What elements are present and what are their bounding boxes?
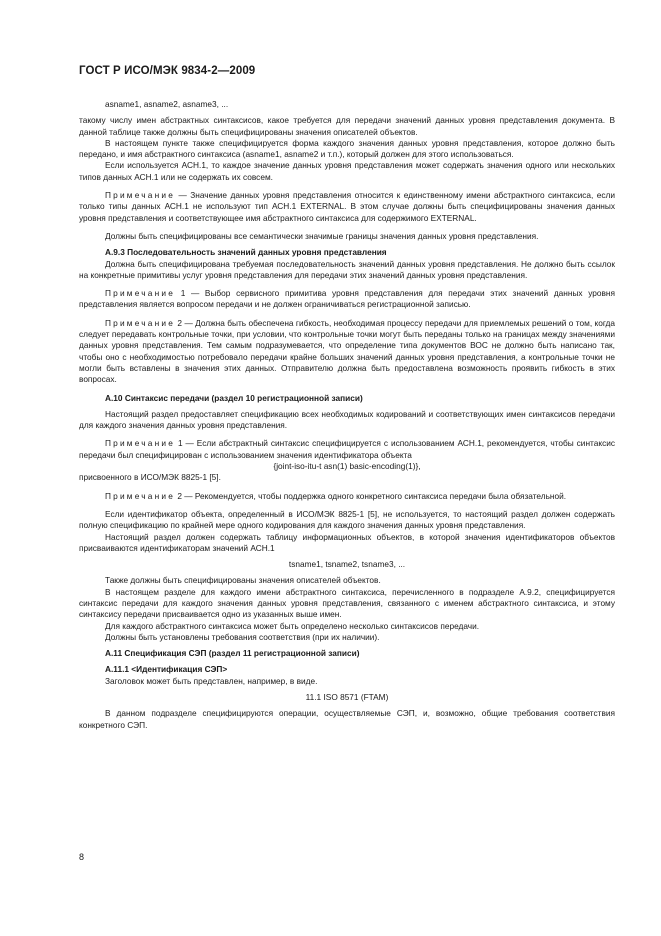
- paragraph: Должны быть установлены требования соответствия (при их наличии).: [105, 631, 380, 642]
- note-label: Примечание: [105, 190, 176, 201]
- paragraph: В настоящем разделе для каждого имени абстрактного синтаксиса, перечисленного в подразделе А.9.2, специфицируется синтаксис передачи для каждого значения данных уровня представления, связанного с именем абстрактного синтаксиса, и этому синтаксису передачи присваивается одно из указанных выше имен.: [79, 586, 615, 620]
- page-header: ГОСТ Р ИСО/МЭК 9834-2—2009: [79, 65, 256, 77]
- paragraph: Должны быть специфицированы все семантически значимые границы значения данных уровня представления.: [105, 230, 539, 241]
- note-label: Примечание: [105, 490, 176, 501]
- paragraph: Настоящий раздел должен содержать таблицу информационных объектов, в которой значения идентификаторов объектов присваиваются идентификаторам значений АСН.1: [79, 531, 615, 553]
- paragraph: такому числу имен абстрактных синтаксисов, какое требуется для передачи значений данных уровня представления документа. В данной таблице также должны быть специфицированы значения описателей объектов.: [79, 115, 615, 137]
- paragraph: Для каждого абстрактного синтаксиса может быть определено несколько синтаксисов передачи.: [105, 620, 480, 631]
- paragraph: Если используется АСН.1, то каждое значение данных уровня представления может содержать значения одного или нескольких типов данных АСН.1 или не содержать их совсем.: [79, 160, 615, 182]
- section-heading: А.9.3 Последовательность значений данных уровня представления: [105, 247, 387, 258]
- note-text: 1 — Если абстрактный синтаксис специфицируется с использованием АСН.1, рекомендуется, чтобы синтаксис передачи был специфицирован с использованием значения идентификатора объекта: [79, 438, 615, 460]
- paragraph: В настоящем пункте также специфицируется форма каждого значения данных уровня представления, которое должно быть передано, и имя абстрактного синтаксиса (asname1, asname2 и т.п.), который должен для этого использоваться.: [79, 137, 615, 160]
- page-body: [79, 99, 615, 731]
- paragraph: Заголовок может быть представлен, например, в виде.: [105, 675, 318, 686]
- note-label: Примечание: [105, 438, 176, 449]
- note: [79, 190, 615, 224]
- note-label: Примечание: [105, 288, 176, 299]
- note-text: 2 — Рекомендуется, чтобы поддержка одного конкретного синтаксиса передачи была обязательной.: [175, 490, 567, 501]
- paragraph: Если идентификатор объекта, определенный в ИСО/МЭК 8825-1 [5], не используется, то настоящий раздел должен содержать полную спецификацию по крайней мере одного кодирования для каждого значения данных уровня представления.: [79, 508, 615, 531]
- note-text: — Значение данных уровня представления относится к единственному имени абстрактного синтаксиса, если только типы данных АСН.1 не используют тип АСН.1 EXTERNAL. В этом случае должны быть специфицированы значения данных уровня представления и соответствующее имя абстрактного синтаксиса для содержимого EXTERNAL.: [79, 190, 615, 223]
- note-label: Примечание: [105, 317, 176, 328]
- paragraph: присвоенного в ИСО/МЭК 8825-1 [5].: [79, 472, 221, 483]
- page-number: 8: [79, 852, 85, 862]
- subsection-heading: А.11.1 <Идентификация СЭП>: [105, 664, 228, 675]
- section-heading: А.10 Синтаксис передачи (раздел 10 регистрационной записи): [105, 392, 363, 403]
- formula: tsname1, tsname2, tsname3, ...: [288, 559, 406, 570]
- paragraph: asname1, asname2, asname3, ...: [105, 99, 229, 109]
- note-text: 2 — Должна быть обеспечена гибкость, необходимая процессу передачи для приемлемых решений о том, когда следует передавать контрольные точки, при условии, что контрольные точки могут быть переданы только на границах между значениями данных уровня представления. Тем самым подразумевается, что определение типа документов ВОС не должно быть написано так, чтобы оно с необходимостью потребовало передачи крайне больших значений данных уровня представления, а контрольные точки не могли быть вставлены в значения этих данных. Отправителю должна быть предоставлена возможность проявить гибкость в этих вопросах.: [79, 317, 615, 385]
- paragraph: Настоящий раздел предоставляет спецификацию всех необходимых кодирований и соответствующих имен синтаксисов передачи для каждого значения данных уровня представления.: [79, 408, 615, 431]
- note-text: 1 — Выбор сервисного примитива уровня представления для передачи этих значений данных уровня представления является вопросом передачи и не должен ограничиваться регистрационной записью.: [79, 288, 615, 310]
- note: [79, 438, 615, 461]
- note: [79, 491, 615, 502]
- formula: {joint-iso-itu-t asn(1) basic-encoding(1)},: [273, 461, 421, 472]
- paragraph: Также должны быть специфицированы значения описателей объектов.: [105, 575, 381, 586]
- formula: 11.1 ISO 8571 (FTAM): [305, 692, 389, 703]
- note: [79, 288, 615, 311]
- paragraph: Должна быть специфицирована требуемая последовательность значений данных уровня представления. Не должно быть ссылок на конкретные примитивы услуг уровня представления для передачи этих значений данных уровня представления.: [79, 258, 615, 280]
- note: [79, 318, 615, 386]
- paragraph: В данном подразделе специфицируются операции, осуществляемые СЭП, и, возможно, общие требования соответствия конкретного СЭП.: [79, 708, 615, 730]
- section-heading: А.11 Спецификация СЭП (раздел 11 регистрационной записи): [105, 648, 360, 659]
